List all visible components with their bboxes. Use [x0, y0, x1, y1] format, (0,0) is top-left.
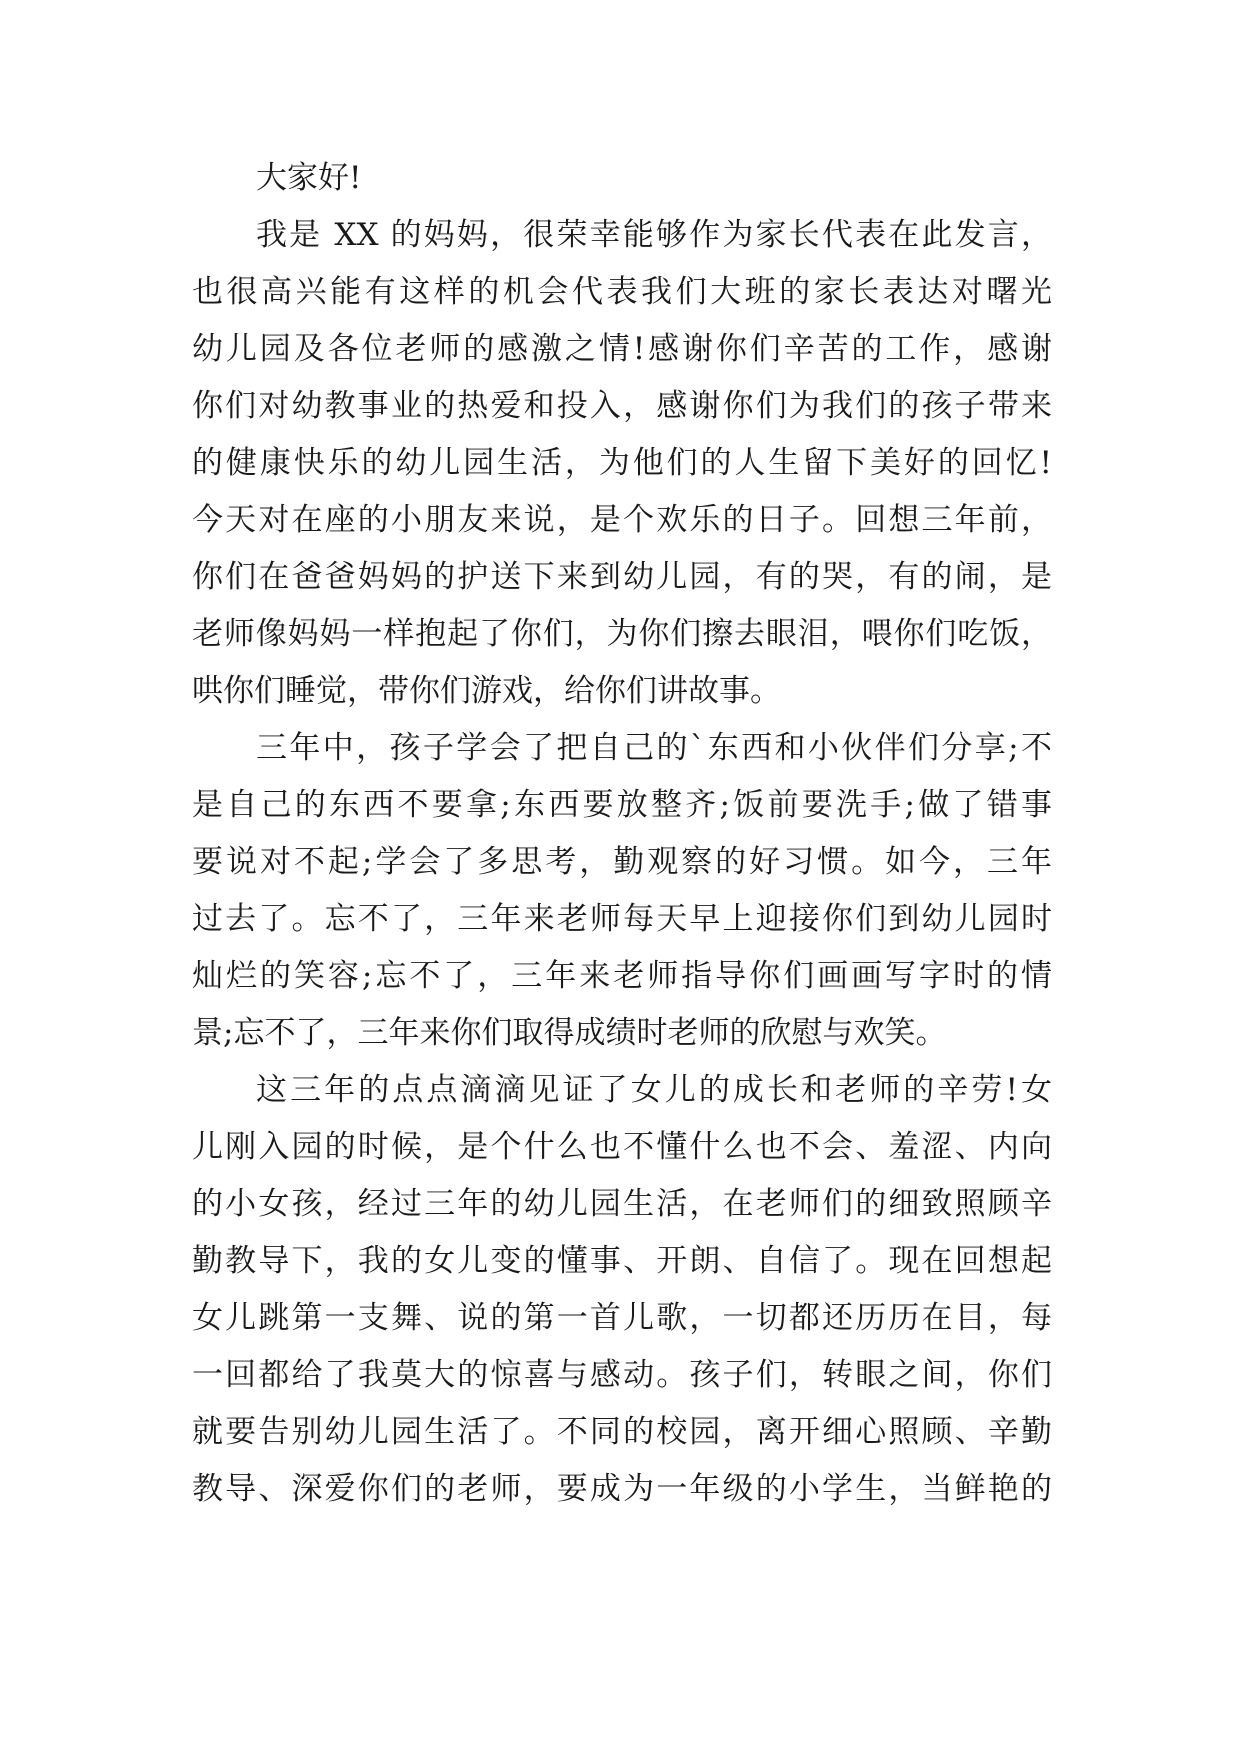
text-line: 就要告别幼儿园生活了。不同的校园，离开细心照顾、辛勤: [192, 1414, 1052, 1450]
text-line: 要说对不起;学会了多思考，勤观察的好习惯。如今，三年: [192, 844, 1052, 880]
text-line: 幼儿园及各位老师的感激之情!感谢你们辛苦的工作，感谢: [192, 331, 1052, 367]
text-line: 女儿跳第一支舞、说的第一首儿歌，一切都还历历在目，每: [192, 1300, 1052, 1336]
text-line: 老师像妈妈一样抱起了你们，为你们擦去眼泪，喂你们吃饭，: [192, 616, 1052, 652]
text-line: 勤教导下，我的女儿变的懂事、开朗、自信了。现在回想起: [192, 1243, 1052, 1279]
text-line: 我是 XX 的妈妈，很荣幸能够作为家长代表在此发言，: [256, 217, 1052, 253]
text-line: 今天对在座的小朋友来说，是个欢乐的日子。回想三年前，: [192, 502, 1052, 538]
text-line: 你们在爸爸妈妈的护送下来到幼儿园，有的哭，有的闹，是: [192, 559, 1052, 595]
text-line: 景;忘不了，三年来你们取得成绩时老师的欣慰与欢笑。: [192, 1015, 947, 1051]
text-line: 这三年的点点滴滴见证了女儿的成长和老师的辛劳!女: [256, 1072, 1052, 1108]
text-line: 灿烂的笑容;忘不了，三年来老师指导你们画画写字时的情: [192, 958, 1052, 994]
text-line: 过去了。忘不了，三年来老师每天早上迎接你们到幼儿园时: [192, 901, 1052, 937]
text-line: 一回都给了我莫大的惊喜与感动。孩子们，转眼之间，你们: [192, 1357, 1052, 1393]
text-line: 哄你们睡觉，带你们游戏，给你们讲故事。: [192, 673, 781, 709]
text-line: 是自己的东西不要拿;东西要放整齐;饭前要洗手;做了错事: [192, 787, 1052, 823]
text-line: 教导、深爱你们的老师，要成为一年级的小学生，当鲜艳的: [192, 1471, 1052, 1507]
text-line: 儿刚入园的时候，是个什么也不懂什么也不会、羞涩、内向: [192, 1129, 1052, 1165]
text-line: 的健康快乐的幼儿园生活，为他们的人生留下美好的回忆!: [192, 445, 1052, 481]
text-line: 你们对幼教事业的热爱和投入，感谢你们为我们的孩子带来: [192, 388, 1052, 424]
text-line: 三年中，孩子学会了把自己的`东西和小伙伴们分享;不: [256, 730, 1052, 766]
text-line: 的小女孩，经过三年的幼儿园生活，在老师们的细致照顾辛: [192, 1186, 1052, 1222]
text-line: 也很高兴能有这样的机会代表我们大班的家长表达对曙光: [192, 274, 1052, 310]
greeting-line: 大家好!: [256, 160, 362, 196]
